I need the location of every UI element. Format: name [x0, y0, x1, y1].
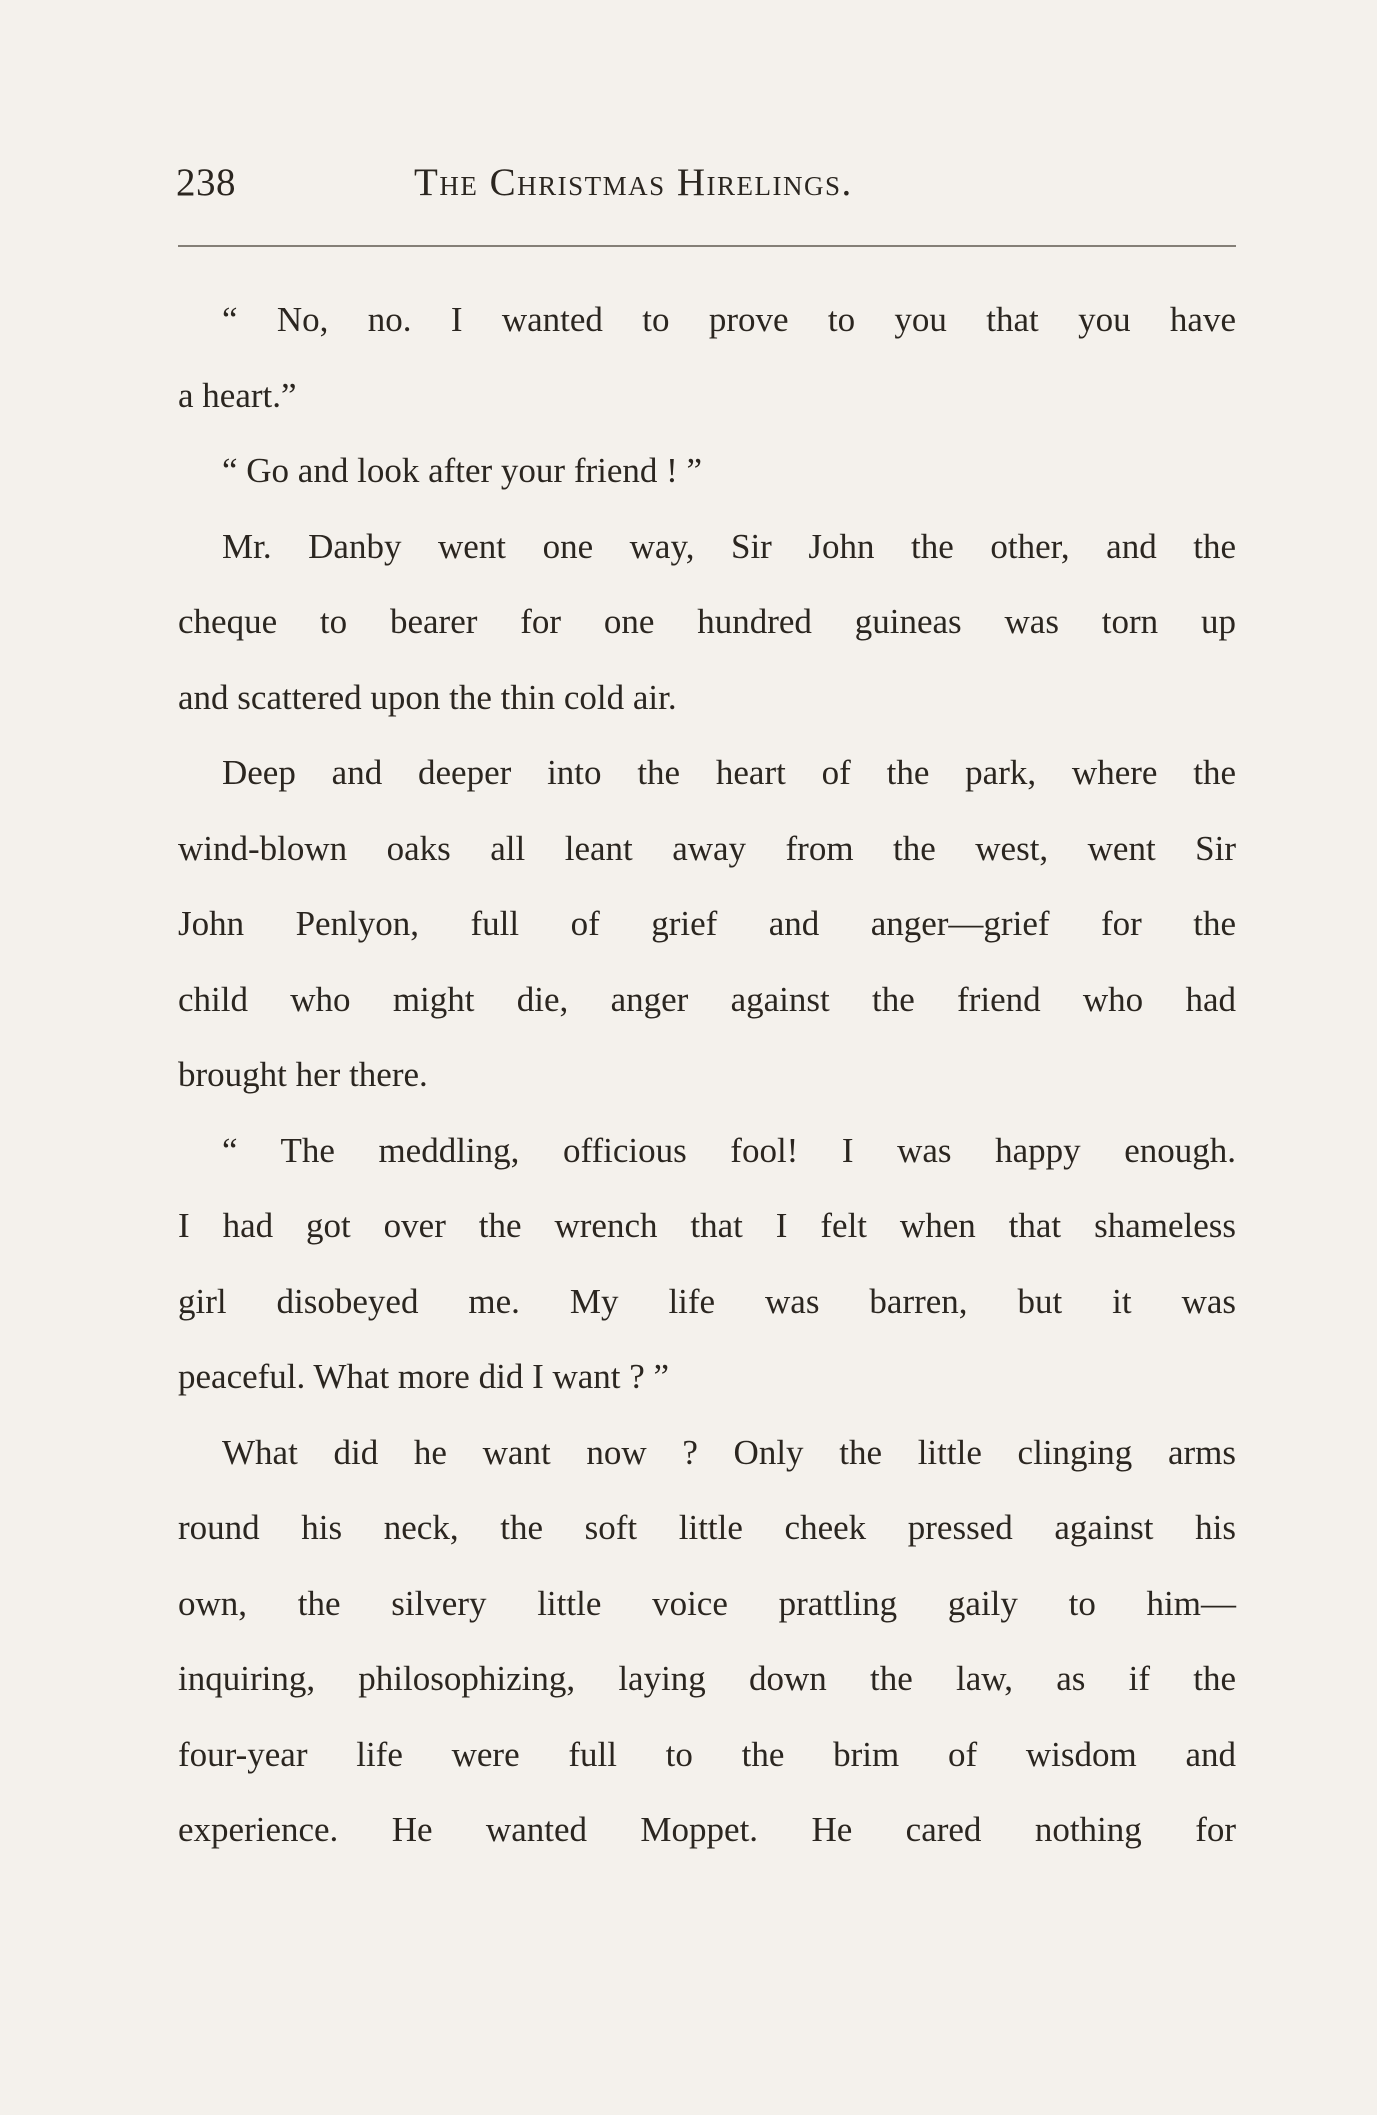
text-line: inquiring, philosophizing, laying down the law, as if the — [178, 1659, 1236, 1698]
text-line: cheque to bearer for one hundred guineas was torn up — [178, 602, 1236, 641]
running-title: The Christmas Hirelings. — [414, 161, 853, 204]
text-line: John Penlyon, full of grief and anger—grief for the — [178, 904, 1236, 943]
text-line: peaceful. What more did I want ? ” — [178, 1357, 670, 1396]
text-line: child who might die, anger against the friend who had — [178, 979, 1236, 1019]
text-line: “ The meddling, officious fool! I was happy enough. — [222, 1130, 1236, 1170]
header-rule — [178, 245, 1236, 247]
text-line: What did he want now ? Only the little clinging arms — [222, 1432, 1236, 1472]
text-line: experience. He wanted Moppet. He cared nothing for — [178, 1810, 1236, 1849]
text-line: own, the silvery little voice prattling gaily to him— — [178, 1583, 1236, 1623]
text-line: round his neck, the soft little cheek pressed against his — [178, 1508, 1236, 1547]
text-line: wind-blown oaks all leant away from the west, went Sir — [178, 828, 1236, 868]
text-line: four-year life were full to the brim of wisdom and — [178, 1734, 1236, 1774]
body-text — [178, 292, 1236, 1878]
text-line: “ No, no. I wanted to prove to you that you have — [222, 300, 1236, 339]
page-number: 238 — [176, 161, 236, 204]
text-line: brought her there. — [178, 1055, 428, 1094]
text-line: and scattered upon the thin cold air. — [178, 677, 677, 717]
text-line: Deep and deeper into the heart of the park, where the — [222, 753, 1236, 792]
page-header — [176, 160, 1236, 220]
text-line: “ Go and look after your friend ! ” — [222, 451, 703, 490]
text-line: Mr. Danby went one way, Sir John the other, and the — [222, 526, 1236, 566]
text-line: I had got over the wrench that I felt when that shameless — [178, 1206, 1236, 1245]
text-line: a heart.” — [178, 375, 297, 415]
text-line: girl disobeyed me. My life was barren, but it was — [178, 1281, 1236, 1321]
